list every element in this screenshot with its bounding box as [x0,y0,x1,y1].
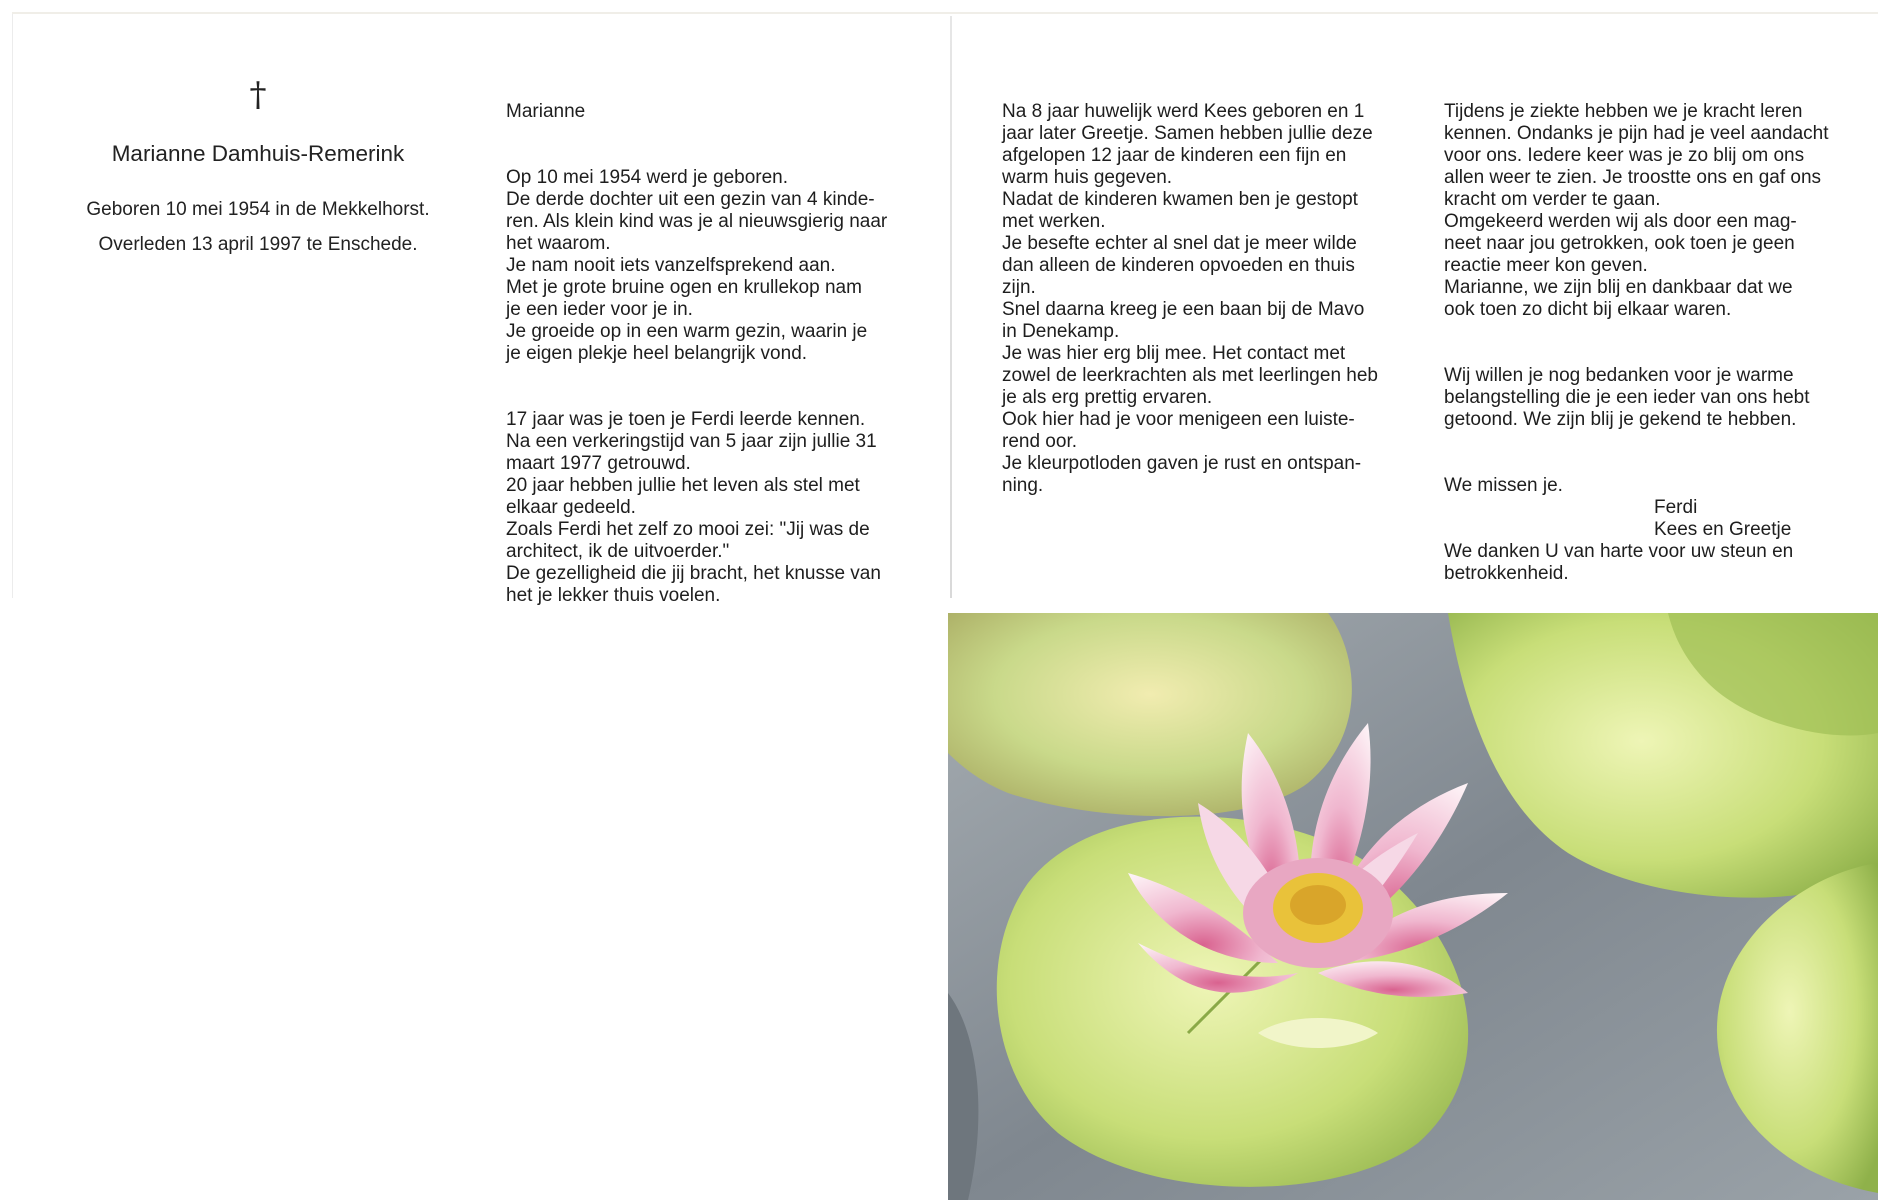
text-column-2 [506,79,896,651]
paragraph: We danken U van harte voor uw steun en betrokkenheid. [1444,541,1794,584]
paragraph: We missen je. [1444,475,1563,496]
deceased-info [60,76,456,262]
paragraph: Na 8 jaar huwelijk werd Kees geboren en 1 jaar later Greetje. Samen hebben jullie deze afgelopen 12 jaar de kinderen een fijn en warm huis gegeven. Nadat de kinderen kwamen ben je gestopt met werken. Je besefte echter al snel dat je meer wilde dan alleen de kinderen opvoeden en thuis zijn. Snel daarna kreeg je een baan bij de Mavo in Denekamp. Je was hier erg blij mee. Het contact met zowel de leerkrachten als met leerlingen heb je als erg prettig ervaren. Ook hier had je voor menigeen een luiste- rend oor. Je kleurpotloden gaven je rust en ontspan- ning. [1002,101,1378,496]
paragraph: Op 10 mei 1954 werd je geboren. De derde dochter uit een gezin van 4 kinde- ren. Als klein kind was je al nieuwsgierig naar het waarom. Je nam nooit iets vanzelfsprekend aan. Met je grote bruine ogen en krullekop nam je een ieder voor je in. Je groeide op in een warm gezin, waarin je je eigen plekje heel belangrijk vond. [506,167,888,364]
signature: Ferdi Kees en Greetje [1654,497,1792,540]
paragraph: Tijdens je ziekte hebben we je kracht leren kennen. Ondanks je pijn had je veel aandacht voor ons. Iedere keer was je zo blij om ons allen weer te zien. Je troostte ons en gaf ons kracht om verder te gaan. Omgekeerd werden wij als door een mag- neet naar jou getrokken, ook toen je geen reactie meer kon geven. Marianne, we zijn blij en dankbaar dat we ook toen zo dicht bij elkaar waren. [1444,101,1829,320]
death-line: Overleden 13 april 1997 te Enschede. [98,234,418,255]
water-lily-illustration [948,613,1878,1200]
lily-pad-top-left [948,613,1352,816]
fold-line [950,16,952,598]
text-column-4 [1444,79,1834,629]
cross-symbol: † [249,75,267,115]
water-lily-svg [948,613,1878,1200]
life-dates [60,192,456,262]
salutation: Marianne [506,101,586,122]
paragraph: 17 jaar was je toen je Ferdi leerde kennen. Na een verkeringstijd van 5 jaar zijn jullie 31 maart 1977 getrouwd. 20 jaar hebben jullie het leven als stel met elkaar gedeeld. Zoals Ferdi het zelf zo mooi zei: "Jij was de architect, ik de uitvoerder." De gezelligheid die jij bracht, het knusse van het je lekker thuis voelen. [506,409,881,606]
birth-line: Geboren 10 mei 1954 in de Mekkelhorst. [86,199,430,220]
deceased-name: Marianne Damhuis-Remerink [111,141,405,166]
paragraph: Wij willen je nog bedanken voor je warme belangstelling die je een ieder van ons hebt getoond. We zijn blij je gekend te hebben. [1444,365,1810,430]
text-column-3 [1002,79,1390,541]
